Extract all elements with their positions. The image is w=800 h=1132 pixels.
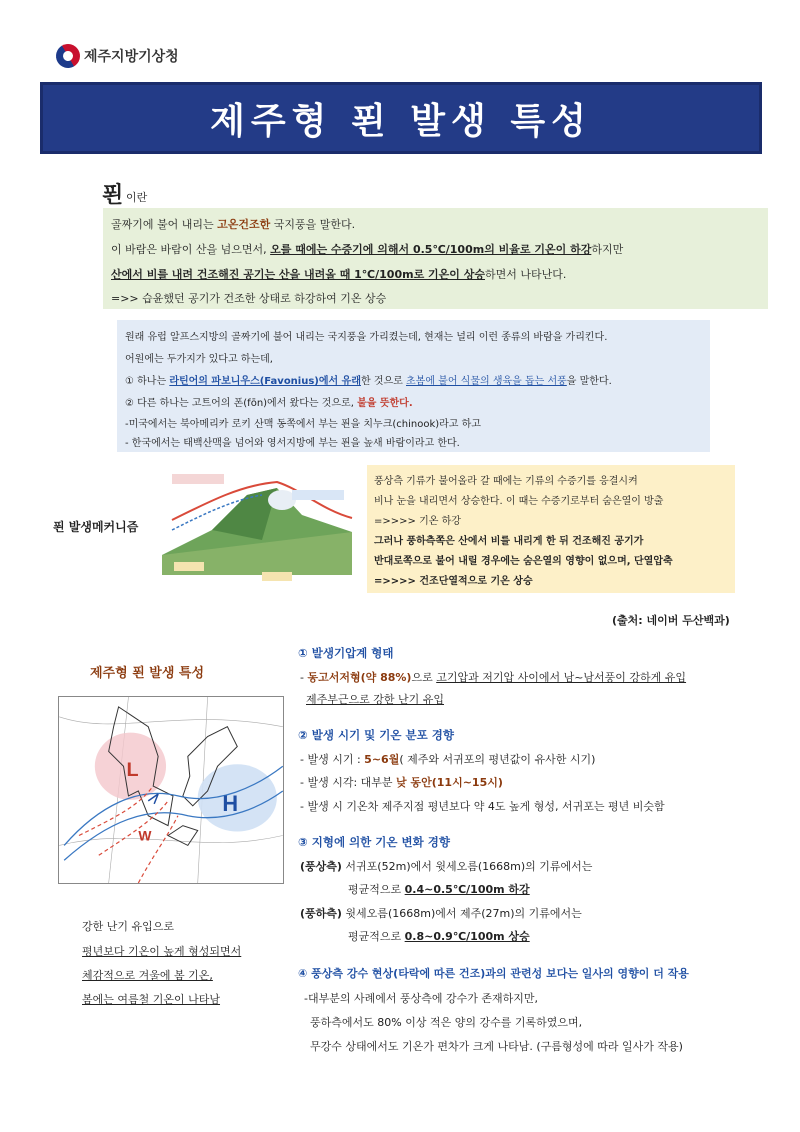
section-4-line-1: -대부분의 사례에서 풍상측에 강수가 존재하지만, <box>304 992 538 1005</box>
kma-logo-icon <box>52 40 85 73</box>
section-1-line-1: - 동고서저형(약 88%)으로 고기압과 저기압 사이에서 남~남서풍이 강하게 유입 <box>300 671 687 684</box>
feature-summary-line-2: 평년보다 기온이 높게 형성되면서 <box>82 945 242 958</box>
section-2-line-1: - 발생 시기 : 5~6월( 제주와 서귀포의 평년값이 유사한 시기) <box>300 753 596 766</box>
title-banner <box>40 82 762 154</box>
section-title-suffix: 이란 <box>126 191 148 204</box>
mechanism-line-5: 반대로쪽으로 불어 내릴 경우에는 숨은열의 영향이 없으며, 단열압축 <box>374 556 673 567</box>
definition-line-1: 골짜기에 불어 내리는 고온건조한 국지풍을 말한다. <box>111 218 356 231</box>
etymology-line-6: - 한국에서는 태백산맥을 넘어와 영서지방에 부는 푄을 높새 바람이라고 한다. <box>125 438 460 449</box>
etymology-line-4: ② 다른 하나는 고트어의 폰(fōn)에서 왔다는 것으로, 불을 뜻한다. <box>125 398 413 409</box>
low-pressure-label: L <box>126 759 139 782</box>
section-2-heading: ② 발생 시기 및 기온 분포 경향 <box>298 728 454 742</box>
section-title-foehn: 푄 <box>102 183 124 208</box>
etymology-box <box>117 320 710 452</box>
etymology-line-1: 원래 유럽 알프스지방의 골짜기에 불어 내리는 국지풍을 가리켰는데, 현재는 널리 이런 종류의 바람을 가리킨다. <box>125 332 608 343</box>
definition-box <box>103 208 768 309</box>
mechanism-line-2: 비나 눈을 내리면서 상승한다. 이 때는 수증기로부터 숨은열이 방출 <box>374 496 664 507</box>
section-2-line-3: - 발생 시 기온차 제주지점 평년보다 약 4도 높게 형성, 서귀포는 평년 비슷함 <box>300 800 665 813</box>
section-3-heading: ③ 지형에 의한 기온 변화 경향 <box>298 835 450 849</box>
section-3-line-1: (풍상측) 서귀포(52m)에서 윗세오름(1668m)의 기류에서는 <box>300 860 593 873</box>
section-1-heading: ① 발생기압계 형태 <box>298 646 394 660</box>
mechanism-line-3: =>>>> 기온 하강 <box>374 516 461 527</box>
section-4-line-3: 무강수 상태에서도 기온가 편차가 크게 나타남. (구름형성에 따라 일사가 작용) <box>310 1040 683 1053</box>
etymology-line-3: ① 하나는 라틴어의 파보니우스(Favonius)에서 유래한 것으로 초봄에 불어 식물의 생육을 돕는 서풍을 말한다. <box>125 376 612 387</box>
section-4-line-2: 풍하측에서도 80% 이상 적은 양의 강수를 기록하였으며, <box>310 1016 583 1029</box>
section-1-line-2: 제주부근으로 강한 난기 유입 <box>306 693 445 706</box>
source-citation: (출처: 네이버 두산백과) <box>612 614 730 627</box>
feature-summary-line-1: 강한 난기 유입으로 <box>82 920 175 933</box>
feature-summary-line-3: 체감적으로 겨울에 봄 기온, <box>82 969 213 982</box>
section-4-heading: ④ 풍상측 강수 현상(타락에 따른 건조)과의 관련성 보다는 일사의 영향이 더 작용 <box>298 967 689 980</box>
mechanism-line-4: 그러나 풍하측쪽은 산에서 비를 내리게 한 뒤 건조해진 공기가 <box>374 536 644 547</box>
definition-line-3: 산에서 비를 내려 건조해진 공기는 산을 내려올 때 1℃/100m로 기온이 상승하면서 나타난다. <box>111 268 567 281</box>
mechanism-line-6: =>>>> 건조단열적으로 기온 상승 <box>374 576 533 587</box>
mechanism-line-1: 풍상측 기류가 불어올라 갈 때에는 기류의 수증기를 응결시켜 <box>374 476 638 487</box>
section-2-line-2: - 발생 시각: 대부분 낮 동안(11시~15시) <box>300 776 503 789</box>
mechanism-description-box <box>367 465 735 593</box>
mechanism-label: 푄 발생메커니즘 <box>53 520 139 534</box>
page-title: 제주형 푄 발생 특성 <box>210 100 592 142</box>
definition-line-2: 이 바람은 바람이 산을 넘으면서, 오를 때에는 수증기에 의해서 0.5℃/100m의 비율로 기온이 하강하지만 <box>111 243 624 256</box>
section-3-line-3: (풍하측) 윗세오름(1668m)에서 제주(27m)의 기류에서는 <box>300 907 582 920</box>
weather-map <box>58 696 284 884</box>
jeju-feature-title: 제주형 푄 발생 특성 <box>90 666 205 681</box>
foehn-mechanism-illustration <box>152 460 362 590</box>
feature-summary-line-4: 봄에는 여름철 기온이 나타남 <box>82 993 221 1006</box>
warm-air-label: W <box>138 827 152 844</box>
etymology-line-2: 어원에는 두가지가 있다고 하는데, <box>125 354 273 365</box>
etymology-line-5: -미국에서는 북아메리카 로키 산맥 동쪽에서 부는 푄을 치누크(chinook)라고 하고 <box>125 419 481 430</box>
org-name: 제주지방기상청 <box>84 49 179 65</box>
section-3-line-2: 평균적으로 0.4~0.5℃/100m 하강 <box>348 883 530 896</box>
definition-line-4: =>> 습윤했던 공기가 건조한 상태로 하강하여 기온 상승 <box>111 292 387 305</box>
section-3-line-4: 평균적으로 0.8~0.9℃/100m 상승 <box>348 930 530 943</box>
high-pressure-label: H <box>222 790 239 816</box>
